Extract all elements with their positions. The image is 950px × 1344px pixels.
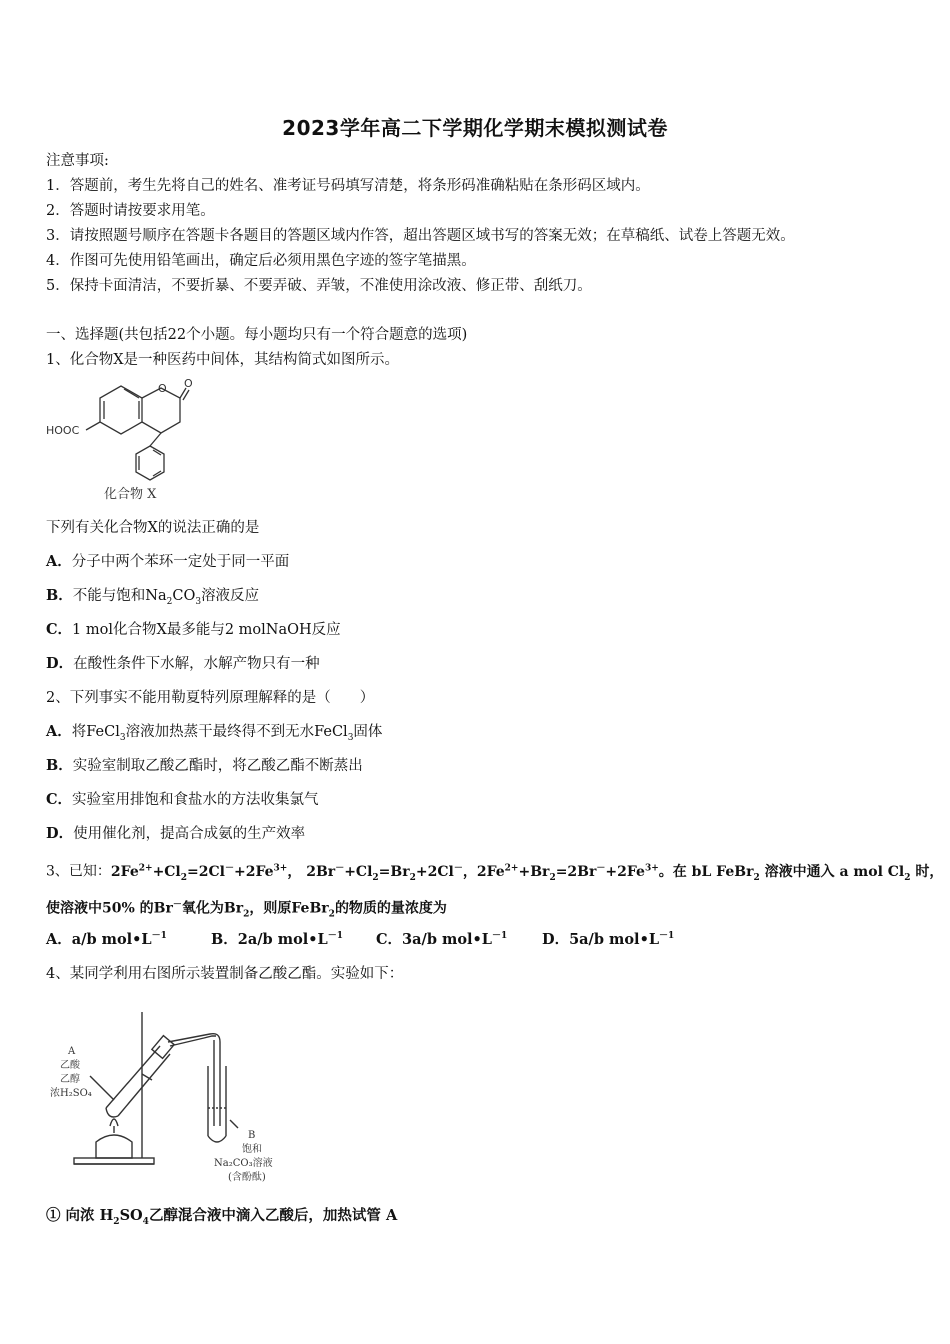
label-phenolphthalein: (含酚酞) (228, 1172, 266, 1183)
option-label: D． (46, 655, 74, 672)
q1-option-c[interactable] (46, 620, 341, 640)
q1-stem: 1、化合物X是一种医药中间体，其结构简式如图所示。 (46, 352, 400, 368)
option-text: C．3a/b mol•L (376, 931, 492, 948)
compound-x-structure (44, 376, 194, 504)
option-label: D． (46, 825, 74, 842)
q4-stem: 4、某同学利用右图所示装置制备乙酸乙酯。实验如下： (46, 966, 404, 982)
notice-item-4: 4．作图可先使用铅笔画出，确定后必须用黑色字迹的签字笔描黑。 (46, 253, 476, 269)
q3-option-b[interactable] (211, 928, 376, 949)
option-text: 1 mol化合物X最多能与2 molNaOH反应 (72, 622, 341, 638)
option-text: A．a/b mol•L (46, 931, 152, 948)
step-text: ① 向浓 H (46, 1207, 114, 1224)
step-text: SO (119, 1207, 143, 1224)
option-label: B． (46, 587, 73, 604)
q4-step-1 (46, 1206, 397, 1232)
option-text: CO (172, 588, 196, 604)
ring-oxygen-label: O (158, 382, 167, 395)
option-text: D．5a/b mol•L (542, 931, 660, 948)
option-text: 不能与饱和Na (72, 588, 167, 604)
superscript: －1 (327, 931, 343, 942)
hooc-label: HOOC (46, 424, 80, 437)
subscript: 2 (113, 1216, 120, 1227)
option-label: C． (46, 791, 73, 808)
q1-option-a[interactable] (46, 552, 289, 572)
label-saturated: 饱和 (242, 1144, 262, 1155)
option-label: B． (46, 757, 73, 774)
notice-item-2: 2．答题时请按要求用笔。 (46, 203, 215, 219)
option-text: 固体 (353, 724, 383, 740)
q2-option-b[interactable] (46, 756, 363, 776)
label-sodium-carbonate: Na₂CO₃溶液 (214, 1158, 273, 1169)
label-sulfuric-acid: 浓H₂SO₄ (50, 1088, 92, 1099)
q2-option-a[interactable] (46, 722, 382, 748)
subscript: 3 (119, 732, 126, 743)
label-acetic-acid: 乙酸 (60, 1060, 80, 1071)
subscript: 2 (166, 596, 173, 607)
esterification-apparatus-figure (44, 1008, 304, 1194)
notice-heading: 注意事项: (46, 153, 109, 169)
carbonyl-oxygen-label: O (184, 377, 193, 390)
option-label: A． (46, 723, 72, 740)
q3-option-c[interactable] (376, 928, 542, 949)
page-title: 2023学年高二下学期化学期末模拟测试卷 (282, 116, 668, 140)
q3-option-a[interactable] (46, 928, 211, 949)
option-text: 在酸性条件下水解，水解产物只有一种 (73, 656, 320, 672)
compound-caption: 化合物 X (104, 487, 157, 502)
q3-options (46, 928, 674, 949)
option-text: 实验室用排饱和食盐水的方法收集氯气 (72, 792, 319, 808)
label-b: B (248, 1130, 256, 1141)
q3-number: 3、已知： (46, 863, 111, 880)
subscript: 4 (142, 1216, 149, 1227)
q3-text: ，则原FeBr (249, 900, 329, 917)
q3-text: 使溶液中50% 的Br (46, 900, 173, 917)
notice-item-3: 3．请按照题号顺序在答题卡各题目的答题区域内作答，超出答题区域书写的答案无效；在草稿纸、试卷上答题无效。 (46, 228, 795, 244)
notice-item-5: 5．保持卡面清洁，不要折暴、不要弄破、弄皱，不准使用涂改液、修正带、刮纸刀。 (46, 278, 592, 294)
option-label: C． (46, 621, 73, 638)
option-label: A． (46, 553, 72, 570)
q2-option-d[interactable] (46, 824, 305, 844)
q1-option-d[interactable] (46, 654, 320, 674)
section-heading: 一、选择题(共包括22个小题。每小题均只有一个符合题意的选项) (46, 327, 468, 343)
label-a: A (68, 1046, 76, 1057)
q3-text: 的物质的量浓度为 (334, 900, 447, 917)
option-text: 将FeCl (71, 724, 120, 740)
q1-option-b[interactable] (46, 586, 259, 612)
label-ethanol: 乙醇 (60, 1074, 80, 1085)
option-text: 实验室制取乙酸乙酯时，将乙酸乙酯不断蒸出 (72, 758, 363, 774)
superscript: －1 (492, 931, 508, 942)
option-text: 使用催化剂，提高合成氨的生产效率 (73, 826, 306, 842)
superscript: －1 (151, 931, 167, 942)
q2-stem: 2、下列事实不能用勒夏特列原理解释的是（ ） (46, 690, 375, 706)
option-text: 溶液反应 (201, 588, 260, 604)
q3-stem-cont: 使溶液中50% 的Br－氧化为$Br_2$，则原FeBr$_2$的物质的量浓度为 (46, 900, 447, 920)
option-text: 溶液加热蒸干最终得不到无水FeCl (125, 724, 348, 740)
step-text: 乙醇混合液中滴入乙酸后，加热试管 A (148, 1207, 398, 1224)
subscript: 3 (347, 732, 354, 743)
q3-text: 氧化为Br (181, 900, 244, 917)
superscript: －1 (659, 931, 675, 942)
option-text: 分子中两个苯环一定处于同一平面 (71, 554, 290, 570)
option-text: B．2a/b mol•L (211, 931, 328, 948)
q3-stem: 3、已知：$2Fe^{2+}+Cl_2=2Cl^-+2Fe^{3+}$， $2Br^-+Cl_2=Br_2+2Cl^-$，$2Fe^{2+}+Br_2=2Br^-+2Fe^{3+}$。在 bL FeBr$_2$ 溶液中通入 a mol $Cl_2$ 时， (46, 863, 944, 883)
subscript: 3 (195, 596, 202, 607)
q3-option-d[interactable] (542, 928, 674, 949)
q2-option-c[interactable] (46, 790, 319, 810)
q1-prompt: 下列有关化合物X的说法正确的是 (46, 520, 260, 536)
notice-item-1: 1．答题前，考生先将自己的姓名、准考证号码填写清楚，将条形码准确粘贴在条形码区域内。 (46, 178, 650, 194)
